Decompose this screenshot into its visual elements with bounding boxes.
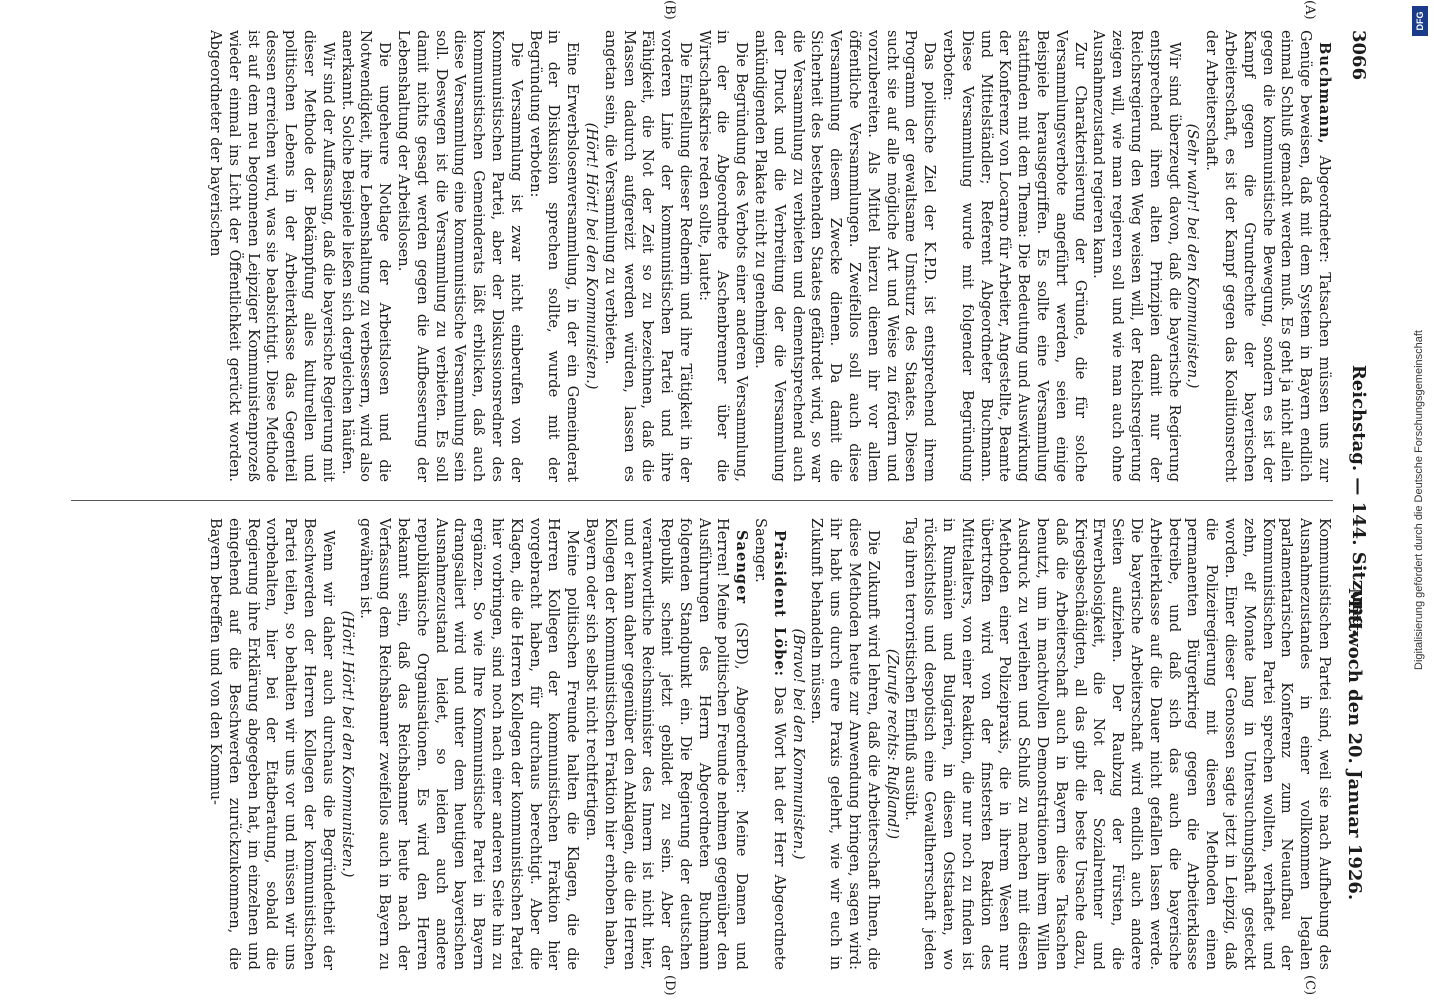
interjection: (Sehr wahr! bei den Kommunisten.) — [1184, 123, 1202, 389]
paragraph: Die Einstellung dieser Rednerin und ihre Tätigkeit in der vorderen Linie der kommunistischen Partei und ihre Fähigkeit, die Not der Zeit so zu bezeichnen, daß die Massen dadurch aufgereizt werden würden, lassen es angetan sein, die Versammlung zu verbieten. — [601, 30, 694, 482]
paragraph: Eine Erwerbslosenversammlung, in der ein Gemeinderat in der Diskussion sprechen sollte, wurde mit der Begründung verboten: — [526, 30, 582, 482]
column-divider — [71, 500, 1333, 501]
paragraph: Das politische Ziel der K.P.D. ist entsprechend ihrem Programm der gewaltsame Umsturz des Staates. Diesen sucht sie auf alle mögliche Art und Weise zu fördern und vorzubereiten. Als Mittel hierzu dienen ihr vor allem öffentliche Versammlungen. Zweifellos soll auch diese Versammlung diesem Zwecke dienen. Da damit die Sicherheit des bestehenden Staates gefährdet wird, so war die Versammlung zu verbieten und dementsprechend auch der Druck und die Verbreitung der die Versammlung ankündigenden Plakate nicht zu genehmigen. — [752, 30, 939, 482]
paragraph: Die Begründung des Verbots einer anderen Versammlung, in der die Abgeordnete Aschenbrenner über die Wirtschaftskrise reden sollte, lautet: — [695, 30, 751, 482]
paragraph: Saenger (SPD), Abgeordneter: Meine Damen und Herren! Meine politischen Freunde nehmen gegenüber den Ausführungen des Herrn Abgeordneten Buchmann folgenden Standpunkt ein. Die Regierung der deutschen Republik scheint jetzt gebildet zu sein. Aber der verantwortliche Reichsminister des Innern ist nicht hier, und er kann daher gegenüber den Anklagen, die die Herren Kollegen der kommunistischen Fraktion hier erhoben haben, Bayern oder sich selbst nicht rechtfertigen. — [582, 518, 751, 970]
paragraph: Präsident Löbe: Das Wort hat der Herr Abgeordnete Saenger. — [752, 518, 788, 970]
interjection: (Hört! Hört! bei den Kommunisten.) — [338, 610, 356, 878]
paragraph: Buchmann, Abgeordneter: Tatsachen müssen uns zur Genüge beweisen, daß mit dem System in Bayern endlich einmal Schluß gemacht werden muß. Es geht ja nicht allein gegen die kommunistische Bewegung, sondern es ist der Kampf gegen die Grundrechte der bayerischen Arbeiterschaft, es ist der Kampf gegen das Koalitionsrecht der Arbeiterschaft. — [1203, 30, 1333, 482]
session-title: Reichstag. — 144. Sitzung. — [1348, 364, 1369, 636]
interjection: (Bravo! bei den Kommunisten.) — [789, 628, 807, 860]
paragraph: Wir sind der Auffassung, daß die bayerische Regierung mit dieser Methode der Bekämpfung alles kulturellen und politischen Lebens in der Arbeiterklasse das Gegenteil dessen erreichen wird, was sie beabsichtigt. Diese Methode ist auf dem neu begonnenen Leipziger Kommunistenprozeß wieder einmal ins Licht der Öffentlichkeit gerückt worden. Abgeordneter der bayerischen — [206, 30, 337, 482]
interjection: (Zurufe rechts: Rußland!) — [883, 648, 901, 840]
right-text-column — [71, 518, 1333, 970]
speaker-name: Saenger — [733, 530, 751, 623]
dfg-logo: DFG — [1412, 6, 1428, 36]
interjection: (Hört! Hört! bei den Kommunisten.) — [582, 122, 600, 390]
margin-mark-d: (D) — [662, 975, 677, 996]
margin-mark-b: (B) — [662, 0, 677, 20]
digitization-credit: Digitalisierung gefördert durch die Deutsche Forschungsgemeinschaft — [1413, 330, 1425, 670]
speaker-role: (SPD), Abgeordneter: — [733, 622, 751, 811]
margin-mark-c: (C) — [1302, 975, 1317, 996]
session-date: Mittwoch den 20. Januar 1926. — [1344, 587, 1365, 901]
paragraph: Die Zukunft wird lehren, daß die Arbeiterschaft Ihnen, die diese Methoden heute zur Anwendung bringen, sagen wird: ihr habt uns durch eure Praxis gelehrt, wie wir euch in Zukunft behandeln müssen. — [808, 518, 882, 970]
left-text-column — [71, 30, 1333, 482]
paragraph: Wenn wir daher auch durchaus die Begründetheit der Beschwerden der Herren Kollegen der kommunistischen Partei teilen, so behalten wir uns vor und müssen wir uns vorbehalten, hier bei der Etatberatung, sobald die Regierung ihre Erklärung abgegeben hat, im einzelnen und eingehend auf die Beschwerden zurückzukommen, die Bayern betreffen und von den Kommu- — [206, 518, 337, 970]
rotated-document-page — [57, 0, 1377, 996]
paragraph: Wir sind überzeugt davon, daß die bayerische Regierung entsprechend ihren alten Prinzipien damit nur der Reichsregierung den Weg weisen will, der Reichsregierung zeigen will, wie man regieren soll und wie man auch ohne Ausnahmezustand regieren kann. — [1090, 30, 1183, 482]
page-number: 3066 — [1348, 30, 1369, 81]
speaker-name: Präsident Löbe: — [770, 530, 788, 687]
speaker-role: Abgeordneter: — [1316, 155, 1333, 273]
paragraph: Zur Charakterisierung der Gründe, die für solche Versammlungsverbote angeführt werden, seien einige Beispiele herausgegriffen. Es sollte eine Versammlung stattfinden mit dem Thema: Die Bedeutung und Auswirkung der Konferenz von Locarno für Arbeiter, Angestellte, Beamte und Mittelständler; Referent Abgeordneter Buchmann. Diese Versammlung wurde mit folgender Begründung verboten: — [940, 30, 1089, 482]
paragraph: Die ungeheure Notlage der Arbeitslosen und die Notwendigkeit, ihre Lebenshaltung zu verbessern, wird also anerkannt. Solche Beispiele ließen sich dergleichen häufen. — [338, 30, 394, 482]
paragraph: Kommunistischen Partei sind, weil sie nach Aufhebung des Ausnahmezustandes in einer vollkommen legalen parlamentarischen Konferenz zum Neuaufbau der Kommunistischen Partei sprechen wollten, verhaftet und zehn, elf Monate lang in Untersuchungshaft gesteckt worden. Einer dieser Genossen sagte jetzt in Leipzig, daß die Polizeiregierung mit diesen Methoden einen permanenten Bürgerkrieg gegen die Arbeiterklasse betreibe, und daß sich das auch die bayerische Arbeiterklasse auf die Dauer nicht gefallen lassen werde. Die bayerische Arbeiterschaft wird endlich auch andere Seiten aufziehen. Der Raubzug der Fürsten, die Erwerbslosigkeit, die Not der Sozialrentner und Kriegsbeschädigten, all das gibt die beste Ursache dazu, daß die Arbeiterschaft auch in Bayern diese Tatsachen benutzt, um in machtvollen Demonstrationen ihrem Willen Ausdruck zu verleihen und Schluß zu machen mit diesen Methoden einer Polizeipraxis, die in ihrem Wesen nur übertroffen wird von der finstersten Reaktion des Mittelalters, von einer Reaktion, die nur noch zu finden ist in Rumänien und Bulgarien, in diesen Oststaaten, wo rücksichtslos und despotisch eine Gewaltherrschaft jeden Tag ihren terroristischen Einfluß ausübt. — [902, 518, 1333, 970]
paragraph: Meine politischen Freunde halten die Klagen, die die Herren Kollegen der kommunistischen Fraktion hier vorgebracht haben, für durchaus berechtigt. Aber die Klagen, die die Herren Kollegen der kommunistischen Partei hier vorbringen, sind noch nach einer anderen Seite hin zu ergänzen. So wie Ihre Kommunistische Partei in Bayern drangsaliert wird und unter dem heutigen bayerischen Ausnahmezustand leidet, so leiden auch andere republikanische Organisationen. Es wird den Herren bekannt sein, daß das Reichsbanner heute nach der Verfassung dem Reichsbanner zweifellos auch in Bayern zu gewähren ist. — [357, 518, 582, 970]
margin-mark-a: (A) — [1302, 0, 1317, 20]
paragraph: Die Versammlung ist zwar nicht einberufen von der Kommunistischen Partei, aber der Diskussionsredner des kommunistischen Gemeinderats läßt erblicken, daß auch diese Versammlung eine kommunistische Versammlung sein soll. Deswegen ist die Versammlung zu verbieten. Es soll damit nichts gesagt werden gegen die Aufbesserung der Lebenshaltung der Arbeitslosen. — [394, 30, 525, 482]
speaker-name: Buchmann, — [1316, 42, 1333, 156]
